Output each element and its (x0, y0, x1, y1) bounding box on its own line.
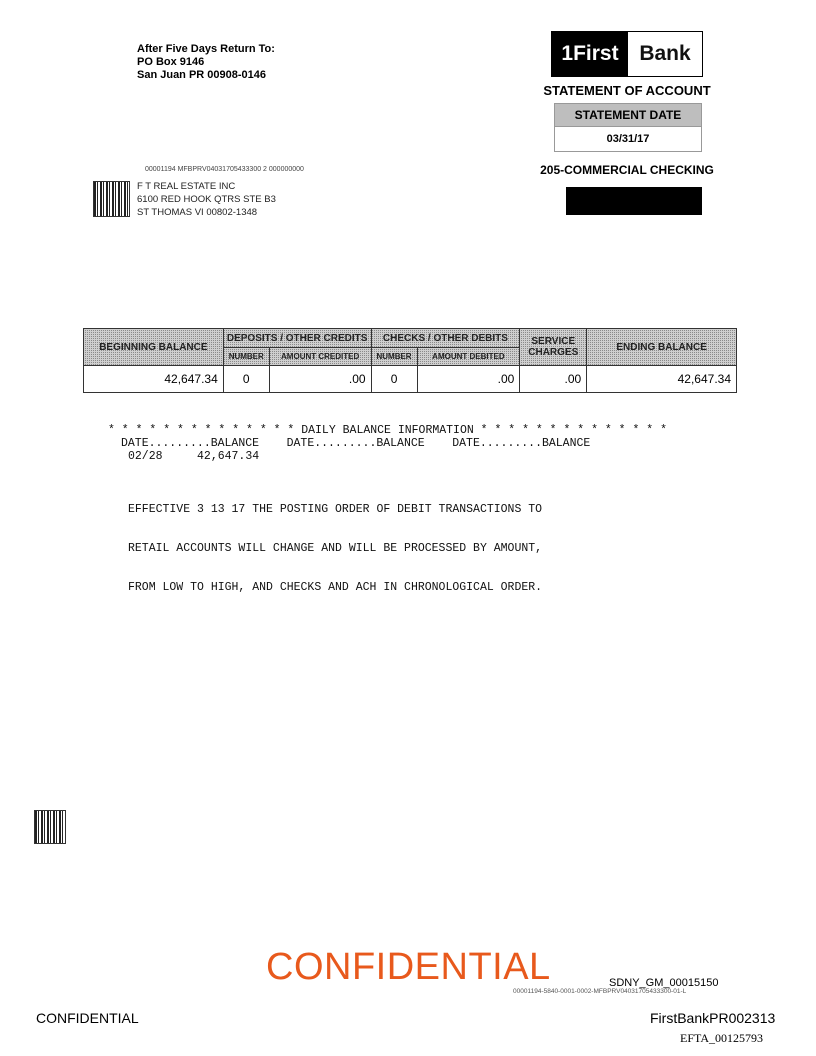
logo-first-text: 1First (552, 32, 628, 76)
barcode-icon (93, 181, 130, 217)
first-bank-logo (551, 31, 703, 77)
account-type: 205-COMMERCIAL CHECKING (540, 163, 714, 177)
return-address-block (137, 43, 275, 82)
mailing-street: 6100 RED HOOK QTRS STE B3 (137, 194, 276, 205)
sdny-bates-number: SDNY_GM_00015150 (609, 977, 719, 989)
statement-date-label: STATEMENT DATE (555, 104, 701, 127)
mailing-address (137, 180, 276, 219)
statement-date-box (554, 103, 702, 152)
bank-bates-number: FirstBankPR002313 (650, 1010, 776, 1026)
daily-balance-columns: DATE.........BALANCE DATE.........BALANCE DATE.........BALANCE (121, 437, 591, 450)
statement-title: STATEMENT OF ACCOUNT (543, 83, 711, 98)
mailing-code: 00001194 MFBPRV04031705433300 2 000000000 (145, 166, 304, 173)
deposits-number-value: 0 (223, 366, 269, 393)
amount-debited-header: AMOUNT DEBITED (417, 348, 520, 366)
deposits-header: DEPOSITS / OTHER CREDITS (223, 329, 371, 348)
return-address-line3: San Juan PR 00908-0146 (137, 69, 267, 81)
amount-credited-header: AMOUNT CREDITED (269, 348, 371, 366)
daily-balance-header: * * * * * * * * * * * * * * DAILY BALANCE INFORMATION * * * * * * * * * * * * * * (108, 424, 667, 437)
confidential-label: CONFIDENTIAL (36, 1010, 139, 1026)
notice-line3: FROM LOW TO HIGH, AND CHECKS AND ACH IN CHRONOLOGICAL ORDER. (128, 581, 543, 594)
ending-balance-value: 42,647.34 (587, 366, 737, 393)
mailing-city: ST THOMAS VI 00802-1348 (137, 207, 258, 218)
confidential-stamp: CONFIDENTIAL (266, 946, 551, 988)
return-address-line1: After Five Days Return To: (137, 43, 275, 55)
checks-number-header: NUMBER (371, 348, 417, 366)
beginning-balance-value: 42,647.34 (84, 366, 224, 393)
notice-line2: RETAIL ACCOUNTS WILL CHANGE AND WILL BE PROCESSED BY AMOUNT, (128, 542, 543, 555)
statement-date-value: 03/31/17 (606, 133, 650, 145)
logo-bank-text: Bank (628, 32, 702, 76)
return-address-line2: PO Box 9146 (137, 56, 205, 68)
document-code: 00001194-5840-0001-0002-MFBPRV04031705433300-01-L (513, 988, 687, 995)
amount-debited-value: .00 (417, 366, 520, 393)
redaction-box (566, 187, 702, 215)
efta-number: EFTA_00125793 (680, 1031, 764, 1045)
beginning-balance-header: BEGINNING BALANCE (84, 329, 224, 366)
barcode-icon (34, 810, 66, 844)
checks-header: CHECKS / OTHER DEBITS (371, 329, 520, 348)
daily-balance-row: 02/28 42,647.34 (128, 450, 260, 463)
mailing-name: F T REAL ESTATE INC (137, 181, 236, 192)
checks-number-value: 0 (371, 366, 417, 393)
service-charges-header: SERVICE CHARGES (520, 329, 587, 366)
notice-line1: EFFECTIVE 3 13 17 THE POSTING ORDER OF DEBIT TRANSACTIONS TO (128, 503, 543, 516)
service-charges-value: .00 (520, 366, 587, 393)
posting-order-notice (128, 477, 542, 607)
deposits-number-header: NUMBER (223, 348, 269, 366)
balance-summary-table (83, 328, 737, 393)
ending-balance-header: ENDING BALANCE (587, 329, 737, 366)
amount-credited-value: .00 (269, 366, 371, 393)
